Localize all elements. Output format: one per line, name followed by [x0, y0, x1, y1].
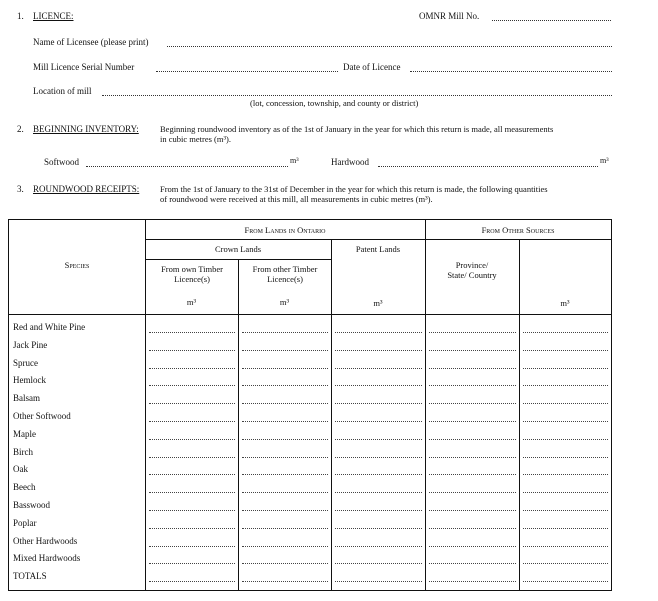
entry-field[interactable]: [429, 350, 516, 351]
entry-field[interactable]: [429, 403, 516, 404]
species-header: Species: [64, 260, 90, 270]
mill-no-field[interactable]: [492, 20, 611, 21]
entry-field[interactable]: [149, 403, 235, 404]
entry-field[interactable]: [335, 492, 422, 493]
species-row-label: Poplar: [13, 517, 37, 528]
entry-field[interactable]: [429, 474, 516, 475]
entry-field[interactable]: [523, 528, 608, 529]
own-timber-header: From own Timber Licence(s): [161, 264, 223, 284]
entry-field[interactable]: [149, 510, 235, 511]
entry-field[interactable]: [523, 421, 608, 422]
species-row-label: Birch: [13, 446, 33, 457]
entry-field[interactable]: [523, 546, 608, 547]
softwood-unit: m³: [290, 156, 299, 165]
section3-number: 3.: [17, 184, 24, 194]
entry-field[interactable]: [149, 563, 235, 564]
species-row-label: Red and White Pine: [13, 322, 86, 332]
entry-field[interactable]: [335, 563, 422, 564]
licensee-label: Name of Licensee (please print): [33, 37, 149, 47]
hardwood-unit: m³: [600, 156, 609, 165]
entry-field[interactable]: [149, 474, 235, 475]
other-sources-header: From Other Sources: [481, 225, 555, 235]
entry-field[interactable]: [335, 385, 422, 386]
entry-field[interactable]: [242, 581, 328, 582]
row-divider: [145, 239, 611, 240]
entry-field[interactable]: [523, 368, 608, 369]
section1-title: LICENCE:: [33, 11, 74, 21]
species-row-label: Basswood: [13, 500, 51, 510]
other-timber-header: From other Timber Licence(s): [252, 264, 318, 284]
entry-field[interactable]: [149, 385, 235, 386]
hardwood-field[interactable]: [378, 166, 598, 167]
entry-field[interactable]: [242, 385, 328, 386]
entry-field[interactable]: [335, 581, 422, 582]
entry-field[interactable]: [149, 546, 235, 547]
entry-field[interactable]: [335, 457, 422, 458]
entry-field[interactable]: [335, 368, 422, 369]
section2-text-line2: in cubic metres (m³).: [160, 134, 231, 144]
entry-field[interactable]: [149, 368, 235, 369]
entry-field[interactable]: [523, 474, 608, 475]
section3-text-line1: From the 1st of January to the 31st of December in the year for which this return is made, the following quantities: [160, 184, 548, 194]
entry-field[interactable]: [523, 332, 608, 333]
entry-field[interactable]: [242, 421, 328, 422]
location-label: Location of mill: [33, 86, 92, 96]
entry-field[interactable]: [429, 510, 516, 511]
location-hint: (lot, concession, township, and county or district): [250, 98, 419, 108]
entry-field[interactable]: [429, 546, 516, 547]
species-row-label: Beech: [13, 482, 36, 493]
entry-field[interactable]: [242, 457, 328, 458]
entry-field[interactable]: [242, 350, 328, 351]
entry-field[interactable]: [523, 385, 608, 386]
species-row-label: Oak: [13, 464, 28, 475]
ontario-header: From Lands in Ontario: [244, 225, 326, 235]
entry-field[interactable]: [429, 528, 516, 529]
section1-number: 1.: [17, 11, 24, 21]
softwood-field[interactable]: [86, 166, 288, 167]
serial-field[interactable]: [156, 71, 338, 72]
col-divider: [145, 220, 146, 590]
entry-field[interactable]: [523, 510, 608, 511]
entry-field[interactable]: [523, 403, 608, 404]
species-row-label: TOTALS: [13, 571, 47, 582]
entry-field[interactable]: [149, 439, 235, 440]
entry-field[interactable]: [242, 546, 328, 547]
species-row-label: Other Hardwoods: [13, 535, 78, 546]
species-row-label: Spruce: [13, 357, 38, 368]
species-row-label: Other Softwood: [13, 411, 71, 421]
entry-field[interactable]: [149, 492, 235, 493]
section2-title: BEGINNING INVENTORY:: [33, 124, 139, 134]
entry-field[interactable]: [429, 368, 516, 369]
row-divider: [9, 314, 611, 315]
entry-field[interactable]: [242, 332, 328, 333]
entry-field[interactable]: [335, 350, 422, 351]
roundwood-receipts-table: [8, 219, 612, 591]
entry-field[interactable]: [149, 421, 235, 422]
col-divider: [331, 240, 332, 590]
entry-field[interactable]: [149, 350, 235, 351]
species-row-label: Balsam: [13, 393, 40, 404]
entry-field[interactable]: [335, 439, 422, 440]
entry-field[interactable]: [523, 439, 608, 440]
species-row-label: Mixed Hardwoods: [13, 553, 81, 564]
other-timber-unit: m³: [279, 297, 290, 307]
entry-field[interactable]: [149, 581, 235, 582]
entry-field[interactable]: [242, 439, 328, 440]
crown-lands-header: Crown Lands: [214, 244, 262, 254]
entry-field[interactable]: [335, 546, 422, 547]
date-field[interactable]: [410, 71, 612, 72]
location-field[interactable]: [102, 95, 612, 96]
hardwood-label: Hardwood: [331, 157, 369, 167]
entry-field[interactable]: [429, 385, 516, 386]
species-row-label: Maple: [13, 428, 36, 439]
serial-label: Mill Licence Serial Number: [33, 62, 135, 72]
entry-field[interactable]: [335, 510, 422, 511]
patent-lands-header: Patent Lands: [355, 244, 401, 254]
entry-field[interactable]: [242, 528, 328, 529]
row-divider: [145, 259, 332, 260]
entry-field[interactable]: [335, 403, 422, 404]
entry-field[interactable]: [523, 350, 608, 351]
section3-title: ROUNDWOOD RECEIPTS:: [33, 184, 140, 194]
entry-field[interactable]: [429, 492, 516, 493]
entry-field[interactable]: [523, 457, 608, 458]
col-divider: [425, 220, 426, 590]
entry-field[interactable]: [429, 457, 516, 458]
entry-field[interactable]: [523, 581, 608, 582]
species-row-label: Hemlock: [13, 375, 46, 386]
section2-number: 2.: [17, 124, 24, 134]
section2-text-line1: Beginning roundwood inventory as of the 1st of January in the year for which this return is made, all measurements: [160, 124, 554, 134]
date-label: Date of Licence: [343, 62, 401, 72]
section3-text-line2: of roundwood were received at this mill, all measurements in cubic metres (m³).: [160, 194, 433, 204]
entry-field[interactable]: [242, 368, 328, 369]
entry-field[interactable]: [335, 474, 422, 475]
entry-field[interactable]: [242, 510, 328, 511]
col-divider: [519, 240, 520, 590]
entry-field[interactable]: [149, 457, 235, 458]
province-header: Province/ State/ Country: [447, 260, 497, 280]
col-divider: [238, 259, 239, 590]
entry-field[interactable]: [335, 421, 422, 422]
patent-unit: m³: [373, 298, 383, 308]
entry-field[interactable]: [335, 528, 422, 529]
entry-field[interactable]: [523, 563, 608, 564]
entry-field[interactable]: [523, 492, 608, 493]
licensee-field[interactable]: [167, 46, 612, 47]
entry-field[interactable]: [149, 332, 235, 333]
entry-field[interactable]: [335, 332, 422, 333]
entry-field[interactable]: [242, 403, 328, 404]
own-timber-unit: m³: [186, 297, 197, 307]
entry-field[interactable]: [429, 563, 516, 564]
entry-field[interactable]: [429, 332, 516, 333]
entry-field[interactable]: [149, 528, 235, 529]
softwood-label: Softwood: [44, 157, 80, 167]
entry-field[interactable]: [242, 563, 328, 564]
mill-no-label: OMNR Mill No.: [419, 11, 480, 21]
entry-field[interactable]: [429, 581, 516, 582]
entry-field[interactable]: [242, 492, 328, 493]
entry-field[interactable]: [429, 421, 516, 422]
other-unit: m³: [560, 298, 570, 308]
species-row-label: Jack Pine: [13, 339, 48, 350]
entry-field[interactable]: [242, 474, 328, 475]
entry-field[interactable]: [429, 439, 516, 440]
